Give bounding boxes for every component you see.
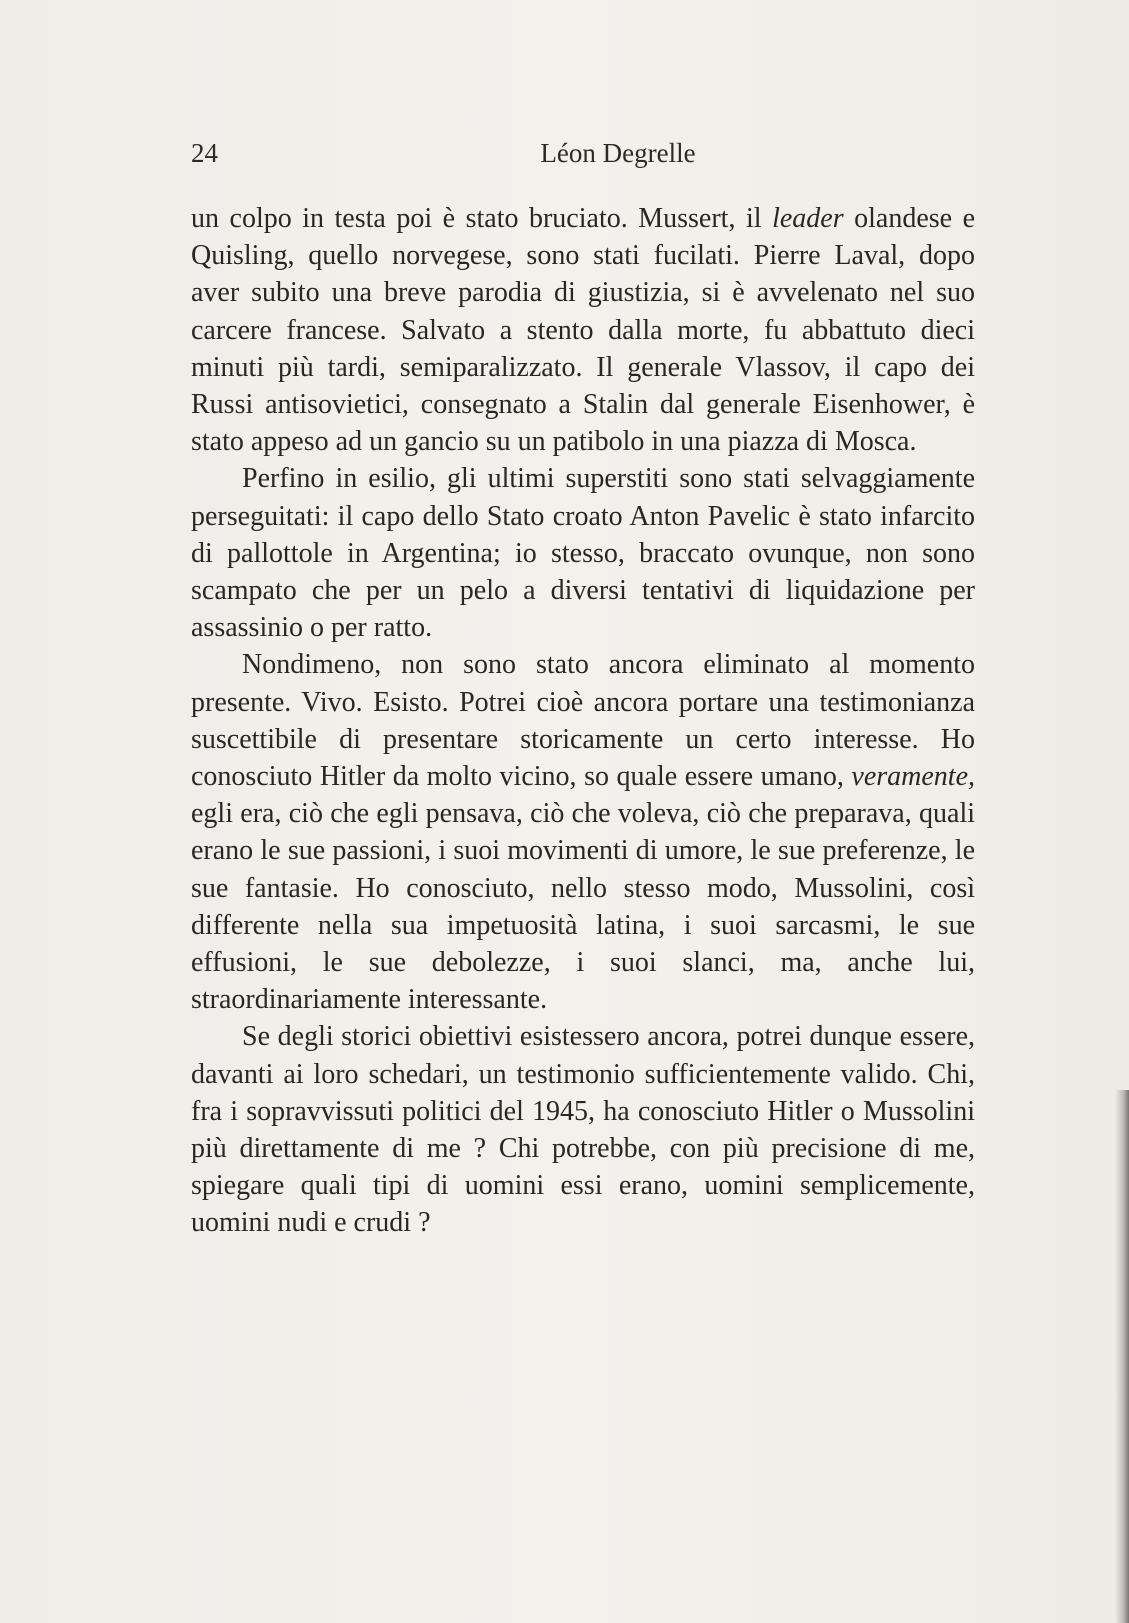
body-text <box>191 200 975 1242</box>
paragraph <box>191 1018 975 1241</box>
text-segment: Perfino in esilio, gli ultimi superstiti sono stati selvaggiamente perseguitati: il capo dello Stato croato Anton Pavelic è stato infarcito di pallottole in Argentina; io stesso, braccato ovunque, non sono scampato che per un pelo a diversi tentativi di liquidazione per assassinio o per ratto. <box>191 463 975 644</box>
paragraph <box>191 460 975 646</box>
text-segment: Se degli storici obiettivi esistessero ancora, potrei dunque essere, davanti ai loro schedari, un testimonio sufficientemente valido. Chi, fra i sopravvissuti politici del 1945, ha conosciuto Hitler o Mussolini più direttamente di me ? Chi potrebbe, con più precisione di me, spiegare quali tipi di uomini essi erano, uomini semplicemente, uomini nudi e crudi ? <box>191 1021 975 1239</box>
running-head: Léon Degrelle <box>540 138 696 168</box>
page-edge-shadow <box>1115 1090 1129 1623</box>
text-segment: olandese e Quisling, quello norvegese, sono stati fucilati. Pierre Laval, dopo aver subito una breve parodia di giustizia, si è avvelenato nel suo carcere francese. Salvato a stento dalla morte, fu abbattuto dieci minuti più tardi, semiparalizzato. Il generale Vlassov, il capo dei Russi antisovietici, consegnato a Stalin dal generale Eisenhower, è stato appeso ad un gancio su un patibolo in una piazza di Mosca. <box>191 203 976 458</box>
page-header <box>191 138 975 172</box>
italic-text-segment: veramente, <box>851 761 975 793</box>
paragraph <box>191 646 975 1018</box>
italic-text-segment: leader <box>772 203 844 234</box>
text-segment: egli era, ciò che egli pensava, ciò che voleva, ciò che preparava, quali erano le sue passioni, i suoi movimenti di umore, le sue preferenze, le sue fantasie. Ho conosciuto, nello stesso modo, Mussolini, così differente nella sua impetuosità latina, i suoi sarcasmi, le sue effusioni, le sue debolezze, i suoi slanci, ma, anche lui, straordinariamente interessante. <box>191 798 975 1016</box>
text-segment: Nondimeno, non sono stato ancora eliminato al momento presente. Vivo. Esisto. Potrei cioè ancora portare una testimonianza suscettibile di presentare storicamente un certo interesse. Ho conosciuto Hitler da molto vicino, so quale essere umano, <box>191 649 975 793</box>
paragraph <box>191 200 975 460</box>
text-segment: un colpo in testa poi è stato bruciato. Mussert, il <box>191 203 773 234</box>
page-number: 24 <box>191 138 218 168</box>
